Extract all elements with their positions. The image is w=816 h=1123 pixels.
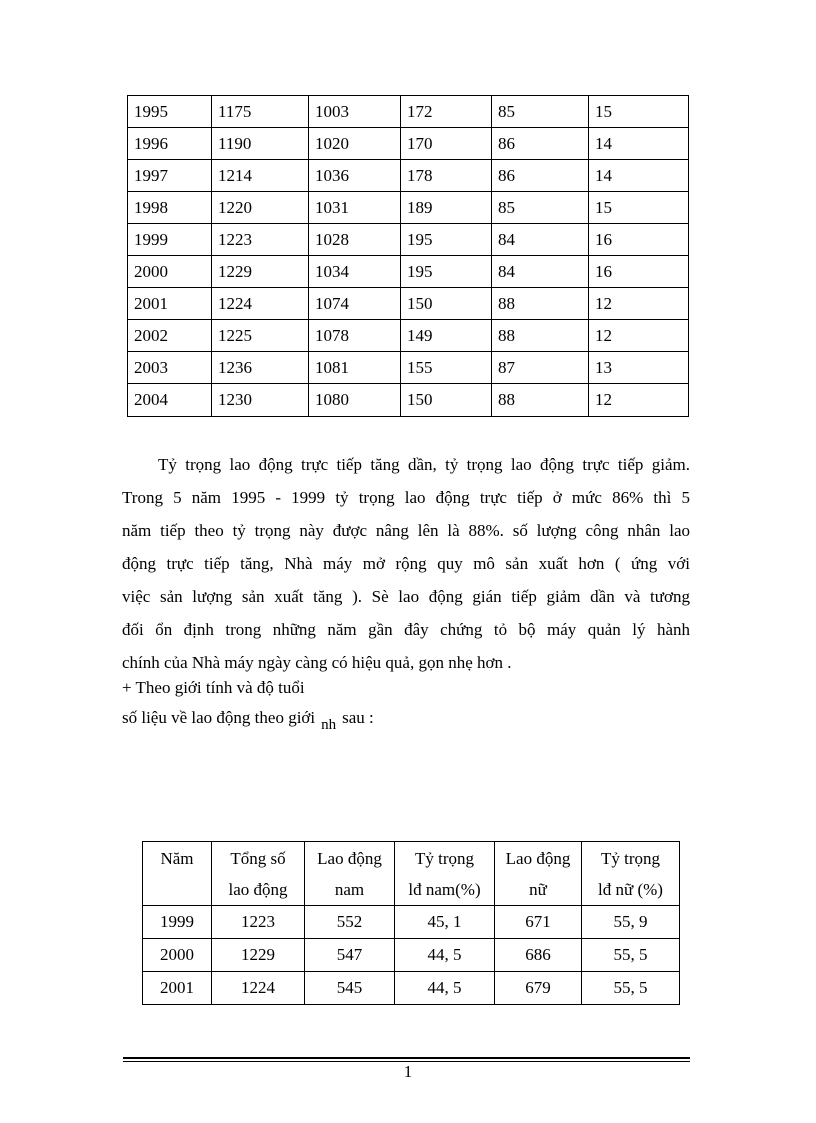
header-line: nam <box>334 880 365 899</box>
paragraph-line: chính của Nhà máy ngày càng có hiệu quả, gọn nhẹ hơn . <box>122 653 512 672</box>
table-cell: 44, 5 <box>395 972 495 1005</box>
table-cell: 85 <box>492 192 589 224</box>
table-cell: 2004 <box>128 384 212 417</box>
table-cell: 44, 5 <box>395 939 495 972</box>
table-cell: 88 <box>492 288 589 320</box>
table-cell: 679 <box>495 972 582 1005</box>
table-row <box>143 972 680 1005</box>
table-row <box>128 224 689 256</box>
table-cell: 55, 9 <box>582 906 680 939</box>
table-cell: 1036 <box>309 160 401 192</box>
table-cell: 2003 <box>128 352 212 384</box>
table-cell: 1028 <box>309 224 401 256</box>
table-cell: 671 <box>495 906 582 939</box>
table-cell: 170 <box>401 128 492 160</box>
table-cell: 85 <box>492 96 589 128</box>
table-cell: 150 <box>401 288 492 320</box>
table-cell: 155 <box>401 352 492 384</box>
table-cell: 16 <box>589 224 689 256</box>
table-cell: 1225 <box>212 320 309 352</box>
table-cell: 1003 <box>309 96 401 128</box>
table-cell: 189 <box>401 192 492 224</box>
table-row <box>128 96 689 128</box>
table-cell: 149 <box>401 320 492 352</box>
paragraph-line: Trong 5 năm 1995 - 1999 tỷ trọng lao động trực tiếp ở mức 86% thì 5 <box>122 488 690 507</box>
table-cell: 2002 <box>128 320 212 352</box>
labor-table <box>127 95 689 417</box>
table-cell: 1997 <box>128 160 212 192</box>
table-cell: 195 <box>401 224 492 256</box>
table-cell: 87 <box>492 352 589 384</box>
table-cell: 547 <box>305 939 395 972</box>
table-cell: 1999 <box>143 906 212 939</box>
table-cell: 1230 <box>212 384 309 417</box>
table-row <box>143 939 680 972</box>
header-line: Tỷ trọng <box>600 849 661 868</box>
table-cell: 12 <box>589 384 689 417</box>
table-row <box>128 352 689 384</box>
gender-table <box>142 841 680 1005</box>
table-cell: 552 <box>305 906 395 939</box>
header-line: lao động <box>228 880 288 899</box>
table-cell: 1034 <box>309 256 401 288</box>
table-row <box>128 192 689 224</box>
header-cell <box>395 842 495 906</box>
table-cell: 1223 <box>212 906 305 939</box>
table-cell: 2001 <box>143 972 212 1005</box>
table-cell: 12 <box>589 320 689 352</box>
table-cell: 15 <box>589 96 689 128</box>
table-cell: 14 <box>589 128 689 160</box>
table-cell: 1224 <box>212 972 305 1005</box>
table-cell: 16 <box>589 256 689 288</box>
header-line: nữ <box>529 880 547 899</box>
table-cell: 178 <box>401 160 492 192</box>
table-cell: 1031 <box>309 192 401 224</box>
header-cell <box>143 842 212 906</box>
table-cell: 1020 <box>309 128 401 160</box>
table-cell: 2000 <box>128 256 212 288</box>
section-heading: + Theo giới tính và độ tuổi <box>122 678 305 697</box>
table-row <box>128 160 689 192</box>
intro-text: số liệu về lao động theo giới <box>122 708 316 727</box>
table-cell: 12 <box>589 288 689 320</box>
paragraph-line: Tỷ trọng lao động trực tiếp tăng dần, tỷ trọng lao động trực tiếp giảm. <box>158 455 690 474</box>
paragraph-line: năm tiếp theo tỷ trọng này được nâng lên là 88%. số lượng công nhân lao <box>122 521 690 540</box>
footer-rule <box>123 1057 690 1059</box>
table-cell: 1223 <box>212 224 309 256</box>
header-line: Lao động <box>317 849 382 868</box>
header-cell <box>305 842 395 906</box>
table-row <box>128 288 689 320</box>
header-cell <box>212 842 305 906</box>
table-cell: 15 <box>589 192 689 224</box>
table-cell: 2000 <box>143 939 212 972</box>
table-row <box>128 320 689 352</box>
table-cell: 686 <box>495 939 582 972</box>
table-cell: 150 <box>401 384 492 417</box>
table-cell: 195 <box>401 256 492 288</box>
table-cell: 545 <box>305 972 395 1005</box>
table-cell: 13 <box>589 352 689 384</box>
table-row <box>128 256 689 288</box>
header-line: lđ nữ (%) <box>598 880 663 899</box>
intro-line <box>122 708 374 733</box>
table-cell: 1214 <box>212 160 309 192</box>
paragraph-line: đối ổn định trong những năm gần đây chứng tỏ bộ máy quản lý hành <box>122 620 690 639</box>
table-cell: 86 <box>492 160 589 192</box>
table-cell: 1998 <box>128 192 212 224</box>
table-cell: 84 <box>492 256 589 288</box>
table-cell: 1078 <box>309 320 401 352</box>
table-cell: 172 <box>401 96 492 128</box>
header-cell <box>495 842 582 906</box>
table-cell: 1996 <box>128 128 212 160</box>
table-cell: 88 <box>492 320 589 352</box>
page-number: 1 <box>403 1062 413 1081</box>
paragraph-line: động trực tiếp tăng, Nhà máy mở rộng quy mô sản xuất hơn ( ứng với <box>122 554 690 573</box>
header-cell <box>582 842 680 906</box>
table-cell: 45, 1 <box>395 906 495 939</box>
table-row <box>128 128 689 160</box>
analysis-paragraph <box>122 448 690 679</box>
table-cell: 1995 <box>128 96 212 128</box>
table-cell: 86 <box>492 128 589 160</box>
table-cell: 14 <box>589 160 689 192</box>
header-line: Năm <box>160 849 194 868</box>
paragraph-line: việc sản lượng sản xuất tăng ). Sè lao động gián tiếp giảm dần và tương <box>122 587 690 606</box>
table-cell: 1074 <box>309 288 401 320</box>
table-cell: 88 <box>492 384 589 417</box>
header-line: Tổng số <box>230 849 286 868</box>
header-line: lđ nam(%) <box>408 880 481 899</box>
intro-subscript: nh <box>321 717 337 733</box>
table-cell: 1229 <box>212 256 309 288</box>
table-cell: 1224 <box>212 288 309 320</box>
header-line: Lao động <box>505 849 571 868</box>
intro-text-end: sau : <box>342 708 374 727</box>
table-cell: 55, 5 <box>582 972 680 1005</box>
table-cell: 55, 5 <box>582 939 680 972</box>
table-cell: 1080 <box>309 384 401 417</box>
table-cell: 1081 <box>309 352 401 384</box>
table-cell: 2001 <box>128 288 212 320</box>
table-cell: 1175 <box>212 96 309 128</box>
table-cell: 1236 <box>212 352 309 384</box>
header-line: Tỷ trọng <box>414 849 475 868</box>
table-row <box>143 906 680 939</box>
table-cell: 1190 <box>212 128 309 160</box>
table-cell: 84 <box>492 224 589 256</box>
table-cell: 1229 <box>212 939 305 972</box>
table-cell: 1220 <box>212 192 309 224</box>
table-row <box>128 384 689 417</box>
table-cell: 1999 <box>128 224 212 256</box>
